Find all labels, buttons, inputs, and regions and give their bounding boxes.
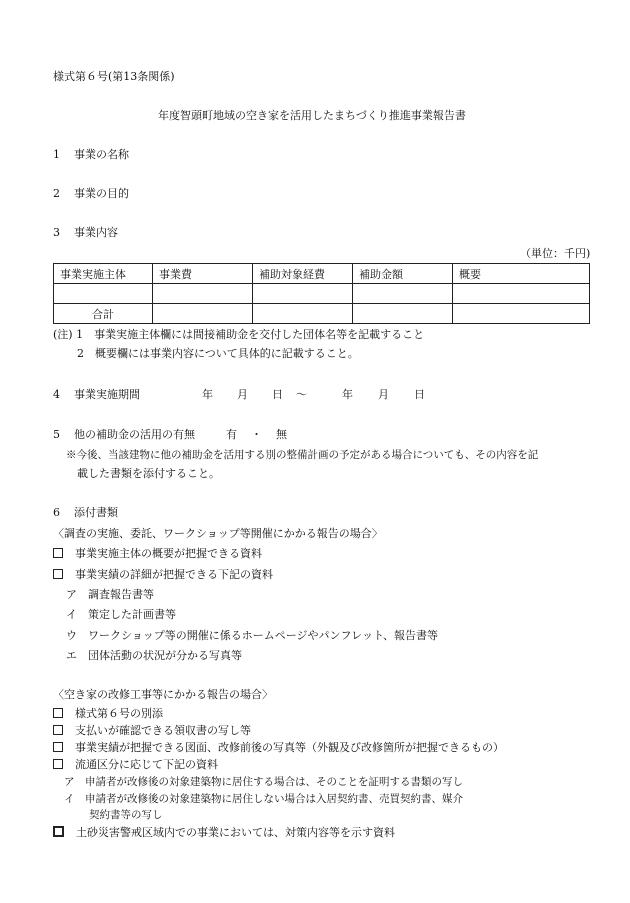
checkbox-icon[interactable] bbox=[53, 742, 63, 752]
option-yes: 有 bbox=[226, 428, 237, 441]
table-cell bbox=[253, 284, 353, 304]
section-6-label: 添付書類 bbox=[74, 506, 118, 519]
table-header-cell: 事業費 bbox=[153, 264, 253, 284]
section-2-label: 事業の目的 bbox=[74, 187, 129, 200]
checklist-item-label: 事業実績が把握できる図面、改修前後の写真等（外観及び改修箇所が把握できるもの） bbox=[75, 741, 504, 754]
option-no: 無 bbox=[276, 428, 287, 441]
section-6-number: 6 bbox=[53, 506, 60, 519]
table-header-cell: 補助対象経費 bbox=[253, 264, 353, 284]
table-cell bbox=[353, 284, 453, 304]
sub-item: ア 申請者が改修後の対象建築物に居住する場合は、そのことを証明する書類の写し bbox=[64, 776, 463, 788]
table-header-cell: 事業実施主体 bbox=[54, 264, 153, 284]
checkbox-icon[interactable] bbox=[53, 548, 63, 558]
section-3-label: 事業内容 bbox=[74, 226, 118, 239]
table-cell bbox=[153, 304, 253, 324]
checklist-item-label: 土砂災害警戒区域内での事業においては、対策内容等を示す資料 bbox=[76, 826, 395, 839]
table-cell bbox=[353, 304, 453, 324]
table-note-2: 2 概要欄には事業内容について具体的に記載すること。 bbox=[77, 347, 359, 360]
checklist-item bbox=[53, 758, 218, 772]
sub-item: ア 調査報告書等 bbox=[66, 588, 154, 601]
table-cell bbox=[453, 284, 590, 304]
sub-item: イ 策定した計画書等 bbox=[66, 608, 176, 621]
checklist-item bbox=[53, 707, 163, 721]
checklist-item-label: 支払いが確認できる領収書の写し等 bbox=[75, 724, 251, 737]
checklist-item bbox=[53, 741, 504, 755]
period-end-year: 年 bbox=[342, 388, 353, 401]
sub-item: ウ ワークショップ等の開催に係るホームページやパンフレット、報告書等 bbox=[66, 629, 439, 642]
section-1-label: 事業の名称 bbox=[74, 148, 129, 161]
checkbox-icon[interactable] bbox=[53, 725, 63, 735]
checkbox-icon[interactable] bbox=[53, 826, 64, 837]
table-header-cell: 補助金額 bbox=[353, 264, 453, 284]
checkbox-icon[interactable] bbox=[53, 569, 63, 579]
table-row bbox=[54, 284, 590, 304]
checklist-item bbox=[53, 724, 251, 738]
sub-item: イ 申請者が改修後の対象建築物に居住しない場合は入居契約書、売買契約書、媒介 bbox=[64, 793, 463, 805]
period-start-year: 年 bbox=[202, 388, 213, 401]
checklist-item-label: 様式第６号の別添 bbox=[75, 707, 163, 720]
checklist-item bbox=[53, 568, 273, 582]
table-cell bbox=[253, 304, 353, 324]
period-start-day: 日 bbox=[272, 388, 283, 401]
checklist-item-label: 事業実施主体の概要が把握できる資料 bbox=[75, 547, 262, 560]
table-total-row bbox=[54, 304, 590, 324]
checklist-item bbox=[53, 547, 262, 561]
option-separator: ・ bbox=[251, 428, 262, 441]
attachment-group-1-heading: 〈調査の実施、委託、ワークショップ等開催にかかる報告の場合〉 bbox=[53, 527, 383, 540]
attachment-group-2-heading: 〈空き家の改修工事等にかかる報告の場合〉 bbox=[53, 688, 273, 701]
checklist-item bbox=[53, 826, 395, 840]
checkbox-icon[interactable] bbox=[53, 708, 63, 718]
total-label: 合計 bbox=[54, 304, 153, 324]
period-tilde: ～ bbox=[296, 388, 307, 401]
section-5-note-line-2: 載した書類を添付すること。 bbox=[77, 467, 220, 480]
section-3-number: 3 bbox=[53, 226, 60, 239]
section-5-note-line-1: ※今後、当該建物に他の補助金を活用する別の整備計画の予定がある場合についても、その内容を記 bbox=[66, 449, 539, 461]
form-reference: 様式第６号(第13条関係) bbox=[53, 70, 175, 83]
checklist-item-label: 事業実績の詳細が把握できる下記の資料 bbox=[75, 568, 273, 581]
document-title: 年度智頭町地域の空き家を活用したまちづくり推進事業報告書 bbox=[158, 109, 466, 122]
period-end-month: 月 bbox=[378, 388, 389, 401]
unit-label: （単位：千円) bbox=[520, 247, 591, 260]
section-4-number: 4 bbox=[53, 388, 60, 401]
section-5-label: 他の補助金の活用の有無 bbox=[74, 428, 195, 441]
table-cell bbox=[153, 284, 253, 304]
table-cell bbox=[54, 284, 153, 304]
section-1-number: 1 bbox=[53, 148, 60, 161]
sub-item-continuation: 契約書等の写し bbox=[89, 809, 163, 821]
budget-table bbox=[53, 263, 590, 324]
table-note-1: (注) 1 事業実施主体欄には間接補助金を交付した団体名等を記載すること bbox=[53, 328, 425, 341]
sub-item: エ 団体活動の状況が分かる写真等 bbox=[66, 649, 242, 662]
period-start-month: 月 bbox=[237, 388, 248, 401]
period-end-day: 日 bbox=[414, 388, 425, 401]
checklist-item-label: 流通区分に応じて下記の資料 bbox=[75, 758, 218, 771]
section-4-label: 事業実施期間 bbox=[74, 388, 140, 401]
table-header-cell: 概要 bbox=[453, 264, 590, 284]
table-header-row bbox=[54, 264, 590, 284]
checkbox-icon[interactable] bbox=[53, 759, 63, 769]
table-cell bbox=[453, 304, 590, 324]
section-2-number: 2 bbox=[53, 187, 60, 200]
section-5-number: 5 bbox=[53, 428, 60, 441]
